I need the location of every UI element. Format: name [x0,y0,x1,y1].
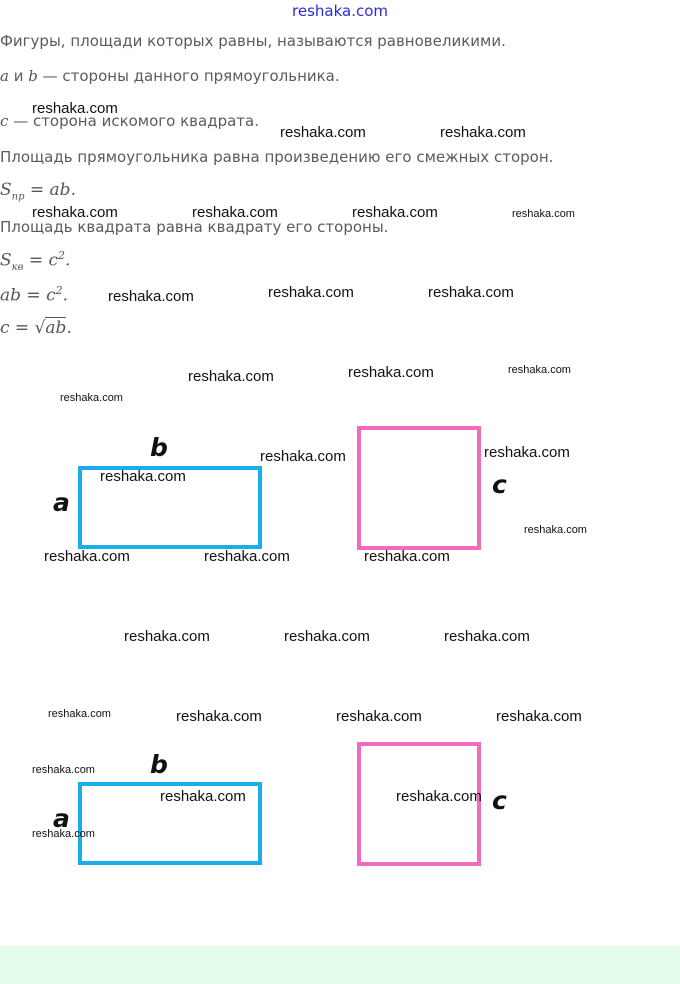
watermark: reshaka.com [364,548,450,565]
square-side-text: — сторона искомого квадрата. [8,112,259,130]
formula-rect-area [0,180,76,202]
sqrt-symbol: √ [34,318,46,338]
watermark: reshaka.com [348,364,434,381]
formula-sq-sub: кв [11,262,24,274]
watermark: reshaka.com [32,764,95,776]
watermark: reshaka.com [124,628,210,645]
square-area-rule: Площадь квадрата равна квадрату его стороны. [0,218,389,236]
label-b-top: b [150,433,168,462]
rectangle-area-rule: Площадь прямоугольника равна произведению его смежных сторон. [0,148,554,166]
watermark: reshaka.com [484,444,570,461]
watermark: reshaka.com [280,124,366,141]
watermark: reshaka.com [32,204,118,221]
watermark: reshaka.com [260,448,346,465]
watermark: reshaka.com [48,708,111,720]
watermark: reshaka.com [440,124,526,141]
conj-and: и [8,67,29,85]
formula-eq-lhs: ab = c [0,285,56,306]
watermark: reshaka.com [508,364,571,376]
label-b-bottom: b [150,750,168,779]
formula-sqrt [0,318,72,338]
var-c: c [0,112,9,130]
formula-sqrt-end: . [66,318,72,338]
watermark: reshaka.com [524,524,587,536]
watermark: reshaka.com [428,284,514,301]
watermark: reshaka.com [176,708,262,725]
watermark: reshaka.com [32,828,95,840]
sides-description [0,67,340,85]
formula-rect-rhs: = ab. [24,180,76,200]
formula-rect-sub: пр [11,191,25,203]
watermark: reshaka.com [204,548,290,565]
watermark: reshaka.com [396,788,482,805]
watermark: reshaka.com [32,100,118,117]
var-a: a [0,67,9,85]
formula-square-area [0,249,70,273]
label-c-bottom: c [492,786,507,815]
label-a-bottom: a [53,804,70,833]
var-b: b [28,67,38,85]
formula-sq-sup: 2 [58,249,66,262]
formula-eq-end: . [62,285,68,306]
site-link[interactable]: reshaka.com [292,2,388,20]
watermark: reshaka.com [268,284,354,301]
watermark: reshaka.com [444,628,530,645]
watermark: reshaka.com [352,204,438,221]
formula-equality [0,284,68,306]
label-a-top: a [53,488,70,517]
watermark: reshaka.com [192,204,278,221]
watermark: reshaka.com [284,628,370,645]
watermark: reshaka.com [44,548,130,565]
formula-rect-s: S [0,180,12,200]
watermark: reshaka.com [160,788,246,805]
sqrt-radicand: ab [45,318,67,338]
watermark: reshaka.com [496,708,582,725]
bottom-band [0,946,680,984]
formula-sqrt-lhs: c = [0,318,35,338]
watermark: reshaka.com [60,392,123,404]
formula-eq-sup: 2 [55,284,63,297]
square-top [357,426,481,550]
watermark: reshaka.com [188,368,274,385]
formula-sq-end: . [65,250,71,271]
watermark: reshaka.com [336,708,422,725]
formula-sq-rhs: = c [23,250,59,271]
watermark: reshaka.com [108,288,194,305]
label-c-top: c [492,470,507,499]
watermark: reshaka.com [512,208,575,220]
watermark: reshaka.com [100,468,186,485]
sides-description-text: — стороны данного прямоугольника. [37,67,340,85]
definition-text: Фигуры, площади которых равны, называются равновеликими. [0,32,506,50]
formula-sq-s: S [0,250,12,271]
